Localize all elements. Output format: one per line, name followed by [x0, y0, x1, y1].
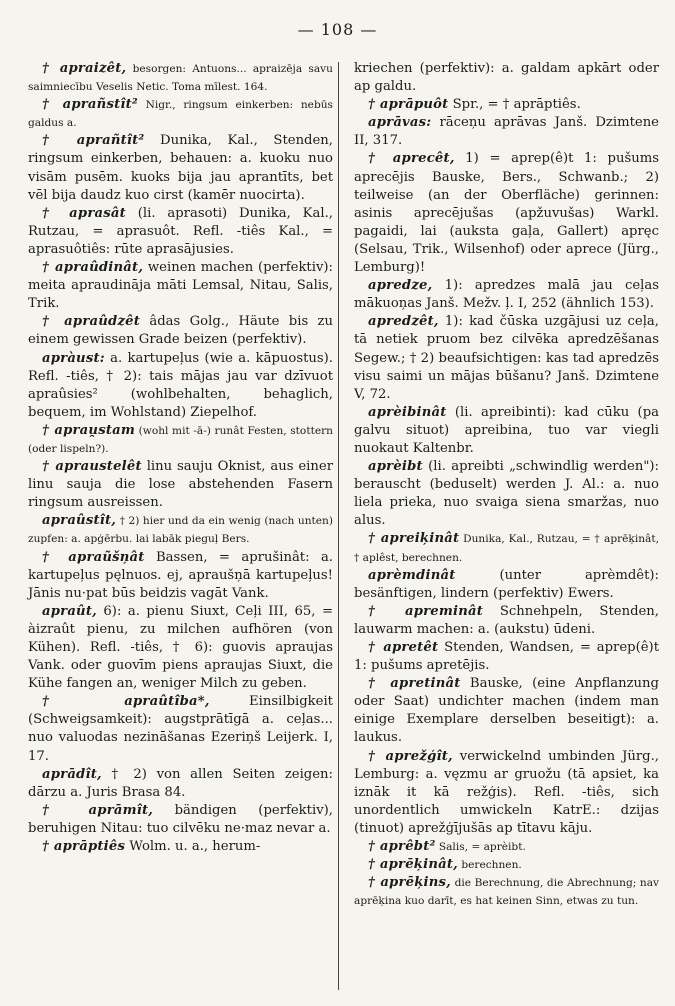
entry-headword: aprèmdinât [368, 567, 456, 583]
entry-definition: (wohl mit -ā-) runât Festen, stottern (oder lispeln?). [28, 424, 333, 455]
entry-headword: † apreminât [368, 603, 484, 619]
dictionary-entry [28, 512, 333, 548]
entry-definition: (li. apreibti „schwindlig werden"): berauscht (beduselt) werden J. Al.: a. nuo liela prieka, nuo svaiga siena smaržas, nuo alus. [354, 459, 659, 529]
entry-headword: † apraizêt, [42, 61, 127, 76]
entry-definition: Dunika, Kal., Rutzau, = † aprēķinât, † aplêst, berechnen. [354, 533, 659, 564]
entry-headword: † apretinât [368, 676, 461, 692]
entry-headword: aprāvas: [368, 115, 432, 131]
entry-definition: bändigen (perfektiv), beruhigen Nitau: tuo cilvēku ne·maz nevar a. [28, 802, 333, 836]
entry-headword: † aprāmît, [42, 802, 154, 818]
entry-headword: † aprau̯stam [42, 422, 136, 438]
dictionary-entry [354, 530, 659, 566]
dictionary-entry [354, 60, 659, 96]
dictionary-entry [28, 350, 333, 422]
entry-headword: † apraũšņât [42, 549, 145, 565]
dictionary-entry [28, 60, 333, 96]
entry-headword: † apraûdzêt [42, 314, 141, 330]
dictionary-entry [28, 549, 333, 603]
entry-definition: berechnen. [457, 859, 522, 872]
dictionary-entry [28, 693, 333, 765]
dictionary-entry [354, 675, 659, 747]
entry-headword: † aprasât [42, 205, 126, 221]
entry-definition: Schnehpeln, Stenden, lauwarm machen: a. (aukstu) ūdeni. [354, 603, 659, 637]
dictionary-entry [354, 404, 659, 458]
entry-definition: die Berechnung, die Abrechnung; nav aprēķina kuo darīt, es hat keinen Sinn, etwas zu tun. [354, 877, 659, 908]
entry-headword: † aprežģît, [368, 748, 453, 764]
dictionary-entry [28, 205, 333, 259]
entry-definition: Bassen, = aprušinât: a. kartupeļus pęlnuos. ej, apraušņā kartupeļus! Jānis nu·pat būs beidzis vagāt Vank. [28, 549, 333, 601]
entry-definition: Wolm. u. a., herum- [125, 839, 261, 855]
entry-headword: † apraûtîba*, [42, 694, 210, 710]
entry-definition: 1) = aprep(ê)t 1: pušums aprecējis Bauske, Bers., Schwanb.; 2) teilweise (an der Oberfläche) gerinnen: asinis aprecējušas (apžuvušas) Warkl. pagaidi, lai (auksta gaļa, Gallert) apręc (Selsau, Trik., Wilsenhof) oder aprece (Jürg., Lemburg)! [354, 151, 659, 276]
dictionary-entry [28, 802, 333, 838]
dictionary-entry [28, 838, 333, 856]
dictionary-entry [354, 277, 659, 313]
entry-headword: † apretêt [368, 640, 439, 655]
entry-headword: apraût, [42, 603, 97, 619]
dictionary-entry [28, 96, 333, 132]
dictionary-entry [354, 313, 659, 403]
entry-definition: (unter aprèmdêt): besänftigen, lindern (perfektiv) Ewers. [354, 567, 659, 601]
dictionary-entry [354, 838, 659, 856]
entry-definition: Spr., = † aprāptiês. [448, 97, 581, 113]
entry-headword: apraûstît, [42, 513, 117, 529]
dictionary-entry [28, 132, 333, 204]
left-column [28, 60, 333, 856]
entry-definition: † 2) von allen Seiten zeigen: dārzu a. Juris Brasa 84. [28, 766, 333, 800]
entry-headword: † aprañtît² [42, 133, 145, 149]
entry-definition: linu sauju Oknist, aus einer linu sauja die lose abstehenden Fasern ringsum ausreissen. [28, 459, 333, 511]
entry-definition: 1): apredzes malā jau ceļas mākuoņas Janš. Mežv. ļ. I, 252 (ähnlich 153). [354, 278, 659, 312]
dictionary-entry [354, 748, 659, 838]
entry-headword: † aprêbt² [368, 839, 436, 855]
entry-headword: apràust: [42, 350, 105, 366]
dictionary-entry [354, 856, 659, 874]
entry-headword: apredze, [368, 278, 433, 294]
entry-headword: apredzêt, [368, 314, 439, 330]
dictionary-entry [354, 114, 659, 150]
entry-headword: † aprēķins, [368, 875, 451, 891]
entry-definition: Bauske, (eine Anpflanzung oder Saat) undichter machen (indem man einige Exemplare derselben beseitigt): a. laukus. [354, 676, 659, 746]
entry-definition: rāceņu aprāvas Janš. Dzimtene II, 317. [354, 115, 659, 149]
dictionary-entry [28, 603, 333, 693]
column-divider [338, 62, 339, 990]
entry-headword: † aprāptiês [42, 839, 126, 855]
dictionary-entry [28, 422, 333, 458]
entry-definition: kriechen (perfektiv): a. galdam apkārt oder ap galdu. [354, 61, 659, 95]
right-column [354, 60, 659, 910]
dictionary-entry [354, 874, 659, 910]
entry-definition: Stenden, Wandsen, = aprep(ê)t 1: pušums apretējis. [354, 640, 659, 674]
entry-definition: (li. aprasoti) Dunika, Kal., Rutzau, = aprasuôt. Refl. -tiês Kal., = aprasuôtiês: rūte aprasājusies. [28, 205, 333, 257]
entry-definition: Einsilbigkeit (Schweigsamkeit): augstprātīgā a. ceļas... nuo valuodas nezināšanas Ezeriņš Leijerk. I, 17. [28, 694, 333, 764]
entry-headword: aprèibinât [368, 404, 447, 420]
entry-headword: † apraûdinât, [42, 260, 144, 276]
entry-definition: weinen machen (perfektiv): meita apraudināja māti Lemsal, Nitau, Salis, Trik. [28, 260, 333, 312]
dictionary-entry [354, 150, 659, 277]
page-number: — 108 — [297, 20, 378, 39]
entry-headword: † apraustelêt [42, 459, 142, 475]
dictionary-entry [354, 96, 659, 114]
dictionary-entry [354, 603, 659, 639]
dictionary-entry [28, 313, 333, 349]
entry-definition: Salis, = aprèibt. [435, 841, 526, 854]
entry-definition: a. kartupeļus (wie a. kāpuostus). Refl. -tiês, † 2): tais mājas jau var dzīvuot apraûsies² (wohlbehalten, behaglich, bequem, im Wohlstand) Ziepelhof. [28, 350, 333, 420]
dictionary-entry [28, 259, 333, 313]
dictionary-entry [354, 458, 659, 530]
dictionary-entry [354, 567, 659, 603]
entry-definition: besorgen: Antuons... apraizēja savu saimniecību Veselis Netic. Toma mīlest. 164. [28, 63, 333, 94]
entry-definition: âdas Golg., Häute bis zu einem gewissen Grade beizen (perfektiv). [28, 314, 333, 348]
dictionary-entry [28, 458, 333, 512]
entry-definition: verwickelnd umbinden Jürg., Lemburg: a. vęzmu ar gruožu (tā apsiet, ka iznāk it kā režģis). Refl. -tiês, sich unordentlich umwickeln KatrE.: dzijas (tinuot) aprežģījušās ap tītavu kāju. [354, 748, 659, 836]
entry-definition: 1): kad čūska uzgājusi uz ceļa, tā netiek pruom bez cilvēka apredzēšanas Segew.; † 2) beaufsichtigen: kas tad apredzēs visu saimi un mājas būšanu? Janš. Dzimtene V, 72. [354, 314, 659, 402]
entry-headword: † apreiķinât [368, 531, 460, 547]
entry-headword: † aprāpuôt [368, 97, 449, 113]
entry-headword: † aprēķinât, [368, 857, 458, 873]
entry-headword: aprèibt [368, 459, 423, 475]
entry-headword: † aprañstît² [42, 97, 138, 113]
entry-headword: † aprecêt, [368, 151, 455, 167]
entry-definition: 6): a. pienu Siuxt, Ceļi III, 65, = àizraût pienu, zu milchen aufhören (von Kühen). Refl. -tiês, † 6): guovis apraujas Vank. oder guovīm piens apraujas Siuxt, die Kühe fangen an, weniger Milch zu geben. [28, 603, 333, 692]
dictionary-entry [28, 766, 333, 802]
dictionary-entry [354, 639, 659, 675]
entry-definition: (li. apreibinti): kad cūku (pa galvu situot) apreibina, tuo var viegli nuokaut Kaltenbr. [354, 404, 659, 456]
entry-headword: aprādît, [42, 766, 102, 782]
entry-definition: Nigr., ringsum einkerben: nebūs galdus a. [28, 99, 333, 130]
entry-definition: † 2) hier und da ein wenig (nach unten) zupfen: a. apģērbu. lai labāk pieguļ Bers. [28, 515, 333, 546]
entry-definition: Dunika, Kal., Stenden, ringsum einkerben, behauen: a. kuoku nuo visām pusēm. kuoks bija jau aprantīts, bet vēl bija daudz kuo cirst (kamēr nuocirta). [28, 133, 333, 203]
